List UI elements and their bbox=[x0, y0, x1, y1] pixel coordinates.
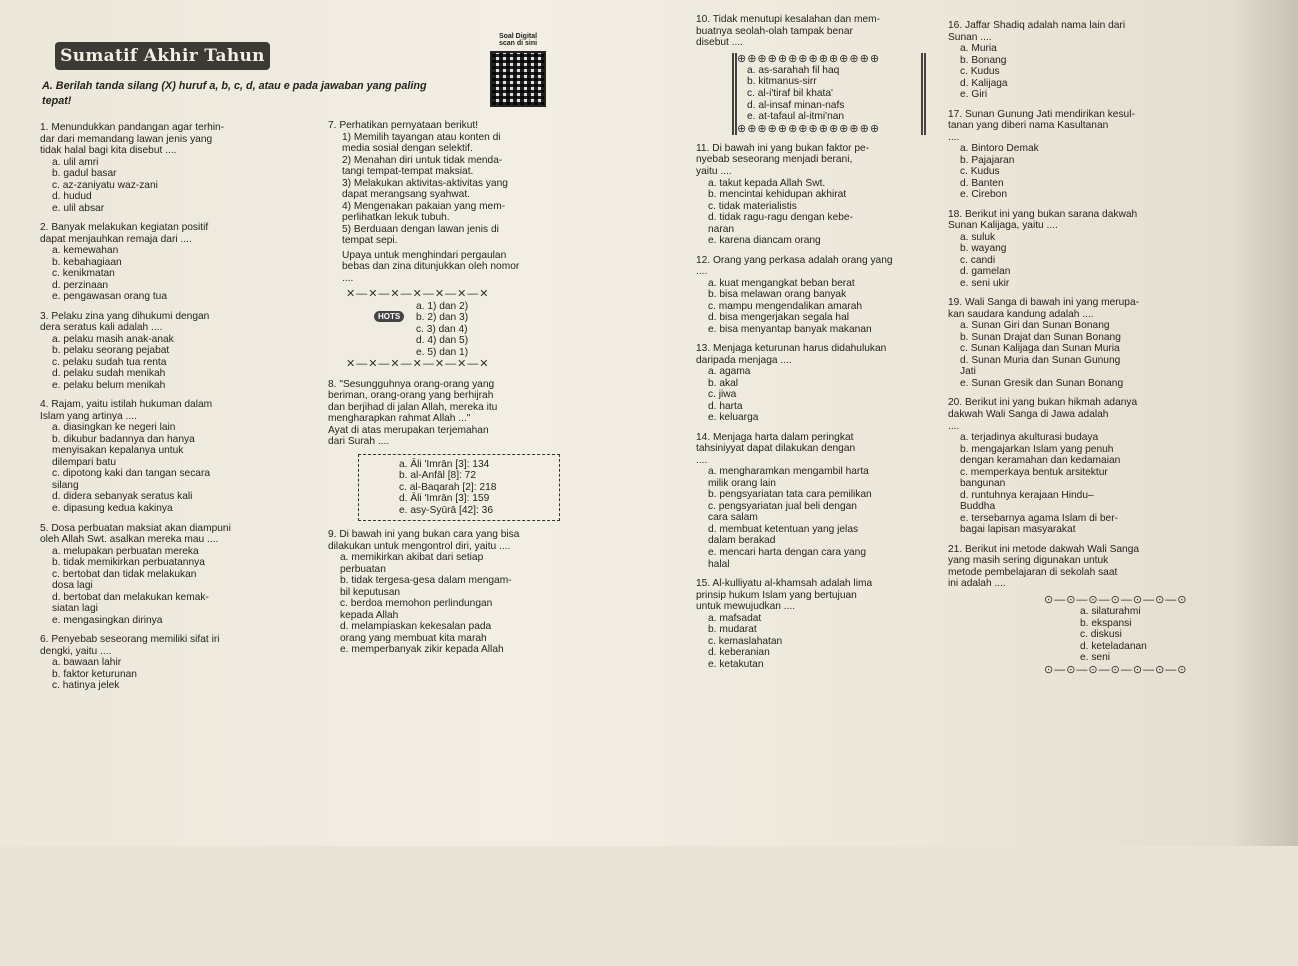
question-stem: 11. Di bawah ini yang bukan faktor pe- nyebab seseorang menjadi berani, yaitu .... bbox=[696, 142, 870, 177]
question-3 bbox=[40, 311, 298, 392]
question-21 bbox=[948, 544, 1238, 676]
answer-options[interactable]: a. agama b. akal c. jiwa d. harta e. keluarga bbox=[708, 366, 759, 424]
ornament-border: ⊕⊕⊕⊕⊕⊕⊕⊕⊕⊕⊕⊕⊕⊕ bbox=[737, 52, 881, 65]
question-stem: 9. Di bawah ini yang bukan cara yang bisa dilakukan untuk mengontrol diri, yaitu .... bbox=[328, 529, 520, 552]
question-2 bbox=[40, 222, 298, 303]
question-10 bbox=[696, 14, 964, 135]
question-stem: 19. Wali Sanga di bawah ini yang merupa- kan saudara kandung adalah .... bbox=[948, 297, 1140, 320]
answer-options[interactable]: a. ulil amri b. gadul basar c. az-zaniyatu waz-zani d. hudud e. ulil absar bbox=[52, 156, 158, 214]
question-stem: 15. Al-kulliyatu al-khamsah adalah lima prinsip hukum Islam yang bertujuan untuk mewujudkan .... bbox=[696, 578, 873, 613]
question-stem: 6. Penyebab seseorang memiliki sifat iri dengki, yaitu .... bbox=[40, 634, 220, 657]
question-5 bbox=[40, 523, 298, 627]
question-stem: 18. Berikut ini yang bukan sarana dakwah Sunan Kalijaga, yaitu .... bbox=[948, 208, 1138, 232]
question-6 bbox=[40, 634, 298, 692]
question-16 bbox=[948, 20, 1238, 101]
column-a bbox=[40, 114, 298, 960]
question-7 bbox=[328, 120, 578, 371]
options-frame bbox=[358, 454, 560, 522]
answer-options[interactable]: a. takut kepada Allah Swt. b. mencintai kehidupan akhirat c. tidak materialistis d. tidak ragu-ragu dengan kebe- naran e. karena diancam orang bbox=[708, 177, 853, 247]
question-stem: 10. Tidak menutupi kesalahan dan mem- buatnya seolah-olah tampak benar disebut .... bbox=[696, 14, 881, 49]
page-edge-shadow bbox=[1228, 0, 1298, 846]
answer-options[interactable]: a. mafsadat b. mudarat c. kemaslahatan d. keberanian e. ketakutan bbox=[708, 612, 783, 670]
question-14 bbox=[696, 432, 964, 570]
question-8 bbox=[328, 379, 578, 522]
ornament-border: ⊙—⊙—⊙—⊙—⊙—⊙—⊙ bbox=[1044, 663, 1188, 676]
question-stem: 21. Berikut ini metode dakwah Wali Sanga yang masih sering digunakan untuk metode pembelajaran di sekolah saat ini adalah .... bbox=[948, 543, 1140, 590]
question-15 bbox=[696, 578, 964, 670]
worksheet-title: Sumatif Akhir Tahun bbox=[55, 42, 270, 70]
question-stem: 17. Sunan Gunung Jati mendirikan kesul- tanan yang diberi nama Kasultanan .... bbox=[948, 108, 1135, 143]
question-stem: 16. Jaffar Shadiq adalah nama lain dari Sunan .... bbox=[948, 20, 1126, 43]
question-stem: 7. Perhatikan pernyataan berikut! bbox=[328, 120, 479, 131]
column-c bbox=[696, 14, 964, 860]
question-stem: 20. Berikut ini yang bukan hikmah adanya dakwah Wali Sanga di Jawa adalah .... bbox=[948, 397, 1138, 432]
column-d bbox=[948, 20, 1238, 866]
answer-options[interactable]: a. mengharamkan mengambil harta milik orang lain b. pengsyariatan tata cara pemilikan c. pengsyariatan jual beli dengan cara salam d. membuat ketentuan yang jelas dalam berakad e. mencari harta dengan cara yang halal bbox=[708, 466, 872, 570]
hots-badge: HOTS bbox=[374, 311, 404, 322]
answer-options[interactable]: a. silaturahmi b. ekspansi c. diskusi d. keteladanan e. seni bbox=[1080, 606, 1147, 664]
question-stem: 12. Orang yang perkasa adalah orang yang .... bbox=[696, 254, 893, 278]
question-prompt: Upaya untuk menghindari pergaulan bebas dan zina ditunjukkan oleh nomor .... bbox=[342, 249, 520, 284]
answer-options[interactable]: a. memikirkan akibat dari setiap perbuatan b. tidak tergesa-gesa dalam mengam- bil keputusan c. berdoa memohon perlindungan kepada Allah d. melampiaskan kekesalan pada orang yang membuat kita marah e. memperbanyak zikir kepada Allah bbox=[340, 552, 512, 656]
instruction-text: A. Berilah tanda silang (X) huruf a, b, c, d, atau e pada jawaban yang paling tepat! bbox=[42, 80, 427, 107]
answer-options[interactable]: a. Muria b. Bonang c. Kudus d. Kalijaga e. Giri bbox=[960, 43, 1008, 101]
options-frame bbox=[1044, 594, 1224, 676]
ornament-border: ⊙—⊙—⊙—⊙—⊙—⊙—⊙ bbox=[1044, 593, 1188, 606]
answer-options[interactable]: a. Āli 'Imrān [3]: 134 b. al-Anfāl [8]: 72 c. al-Baqarah [2]: 218 d. Āli 'Imrān [3]: 159 e. asy-Syūrā [42]: 36 bbox=[399, 458, 497, 516]
question-4 bbox=[40, 399, 298, 514]
answer-options[interactable]: a. kuat mengangkat beban berat b. bisa melawan orang banyak c. mampu mengendalikan amarah d. bisa mengerjakan segala hal e. bisa menyantap banyak makanan bbox=[708, 277, 872, 335]
ornament-border: ✕—✕—✕—✕—✕—✕—✕ bbox=[346, 358, 490, 371]
answer-options[interactable]: a. Bintoro Demak b. Pajajaran c. Kudus d. Banten e. Cirebon bbox=[960, 143, 1039, 201]
question-stem: 5. Dosa perbuatan maksiat akan diampuni oleh Allah Swt. asalkan mereka mau .... bbox=[40, 522, 231, 546]
options-frame bbox=[346, 288, 560, 370]
question-17 bbox=[948, 109, 1238, 201]
question-19 bbox=[948, 297, 1238, 389]
answer-options[interactable]: a. bawaan lahir b. faktor keturunan c. hatinya jelek bbox=[52, 657, 137, 692]
answer-options[interactable]: a. melupakan perbuatan mereka b. tidak memikirkan perbuatannya c. bertobat dan tidak melakukan dosa lagi d. bertobat dan melakukan kemak- siatan lagi e. mengasingkan dirinya bbox=[52, 545, 209, 626]
question-9 bbox=[328, 529, 578, 656]
ornament-border: ✕—✕—✕—✕—✕—✕—✕ bbox=[346, 288, 490, 301]
answer-options[interactable]: a. terjadinya akulturasi budaya b. mengajarkan Islam yang penuh dengan keramahan dan kedamaian c. memperkaya bentuk arsitektur bangunan d. runtuhnya kerajaan Hindu– Buddha e. tersebarnya agama Islam di ber- bagai lapisan masyarakat bbox=[960, 432, 1121, 536]
question-12 bbox=[696, 255, 964, 336]
options-frame bbox=[732, 53, 926, 135]
qr-label: Soal Digital scan di sini bbox=[498, 33, 538, 48]
statement-list: 1) Memilih tayangan atau konten di media sosial dengan selektif. 2) Menahan diri untuk tidak menda- tangi tempat-tempat maksiat. 3) Melakukan aktivitas-aktivitas yang dapat merangsang syahwat. 4) Mengenakan pakaian yang mem- perlihatkan lekuk tubuh. 5) Berduaan dengan lawan jenis di tempat sepi. bbox=[342, 131, 508, 247]
question-20 bbox=[948, 397, 1238, 535]
answer-options[interactable]: a. diasingkan ke negeri lain b. dikubur badannya dan hanya menyisakan kepalanya untuk dilempari batu c. dipotong kaki dan tangan secara silang d. didera sebanyak seratus kali e. dipasung kedua kakinya bbox=[52, 422, 211, 514]
ornament-border: ⊕⊕⊕⊕⊕⊕⊕⊕⊕⊕⊕⊕⊕⊕ bbox=[737, 122, 881, 135]
question-11 bbox=[696, 143, 964, 247]
question-stem: 14. Menjaga harta dalam peringkat tahsiniyyat dapat dilakukan dengan .... bbox=[696, 431, 856, 466]
qr-code-icon[interactable] bbox=[490, 51, 546, 107]
qr-code-block[interactable] bbox=[489, 33, 547, 107]
question-1 bbox=[40, 122, 298, 214]
answer-options[interactable]: a. pelaku masih anak-anak b. pelaku seorang pejabat c. pelaku sudah tua renta d. pelaku sudah menikah e. pelaku belum menikah bbox=[52, 333, 174, 391]
question-stem: 4. Rajam, yaitu istilah hukuman dalam Islam yang artinya .... bbox=[40, 399, 213, 422]
question-stem: 13. Menjaga keturunan harus didahulukan daripada menjaga .... bbox=[696, 343, 887, 366]
question-18 bbox=[948, 209, 1238, 290]
question-stem: 8. "Sesungguhnya orang-orang yang beriman, orang-orang yang berhijrah dan berjihad di jalan Allah, mereka itu mengharapkan rahmat Allah ..." Ayat di atas merupakan terjemahan dari Surah .... bbox=[328, 378, 498, 448]
column-b bbox=[328, 120, 578, 966]
answer-options[interactable]: a. suluk b. wayang c. candi d. gamelan e. seni ukir bbox=[960, 231, 1011, 289]
question-stem: 2. Banyak melakukan kegiatan positif dapat menjauhkan remaja dari .... bbox=[40, 222, 209, 245]
question-stem: 3. Pelaku zina yang dihukumi dengan dera seratus kali adalah .... bbox=[40, 310, 210, 334]
answer-options[interactable]: a. 1) dan 2) b. 2) dan 3) c. 3) dan 4) d. 4) dan 5) e. 5) dan 1) bbox=[416, 300, 469, 358]
question-stem: 1. Menundukkan pandangan agar terhin- dar dari memandang lawan jenis yang tidak halal bagi kita disebut .... bbox=[40, 122, 225, 157]
answer-options[interactable]: a. Sunan Giri dan Sunan Bonang b. Sunan Drajat dan Sunan Bonang c. Sunan Kalijaga dan Sunan Muria d. Sunan Muria dan Sunan Gunung Jati e. Sunan Gresik dan Sunan Bonang bbox=[960, 320, 1124, 389]
answer-options[interactable]: a. kemewahan b. kebahagiaan c. kenikmatan d. perzinaan e. pengawasan orang tua bbox=[52, 245, 167, 303]
answer-options[interactable]: a. as-sarahah fil haq b. kitmanus-sirr c. al-i'tiraf bil khata' d. al-insaf minan-nafs e. at-tafaul al-itmi'nan bbox=[747, 64, 845, 123]
question-13 bbox=[696, 343, 964, 424]
